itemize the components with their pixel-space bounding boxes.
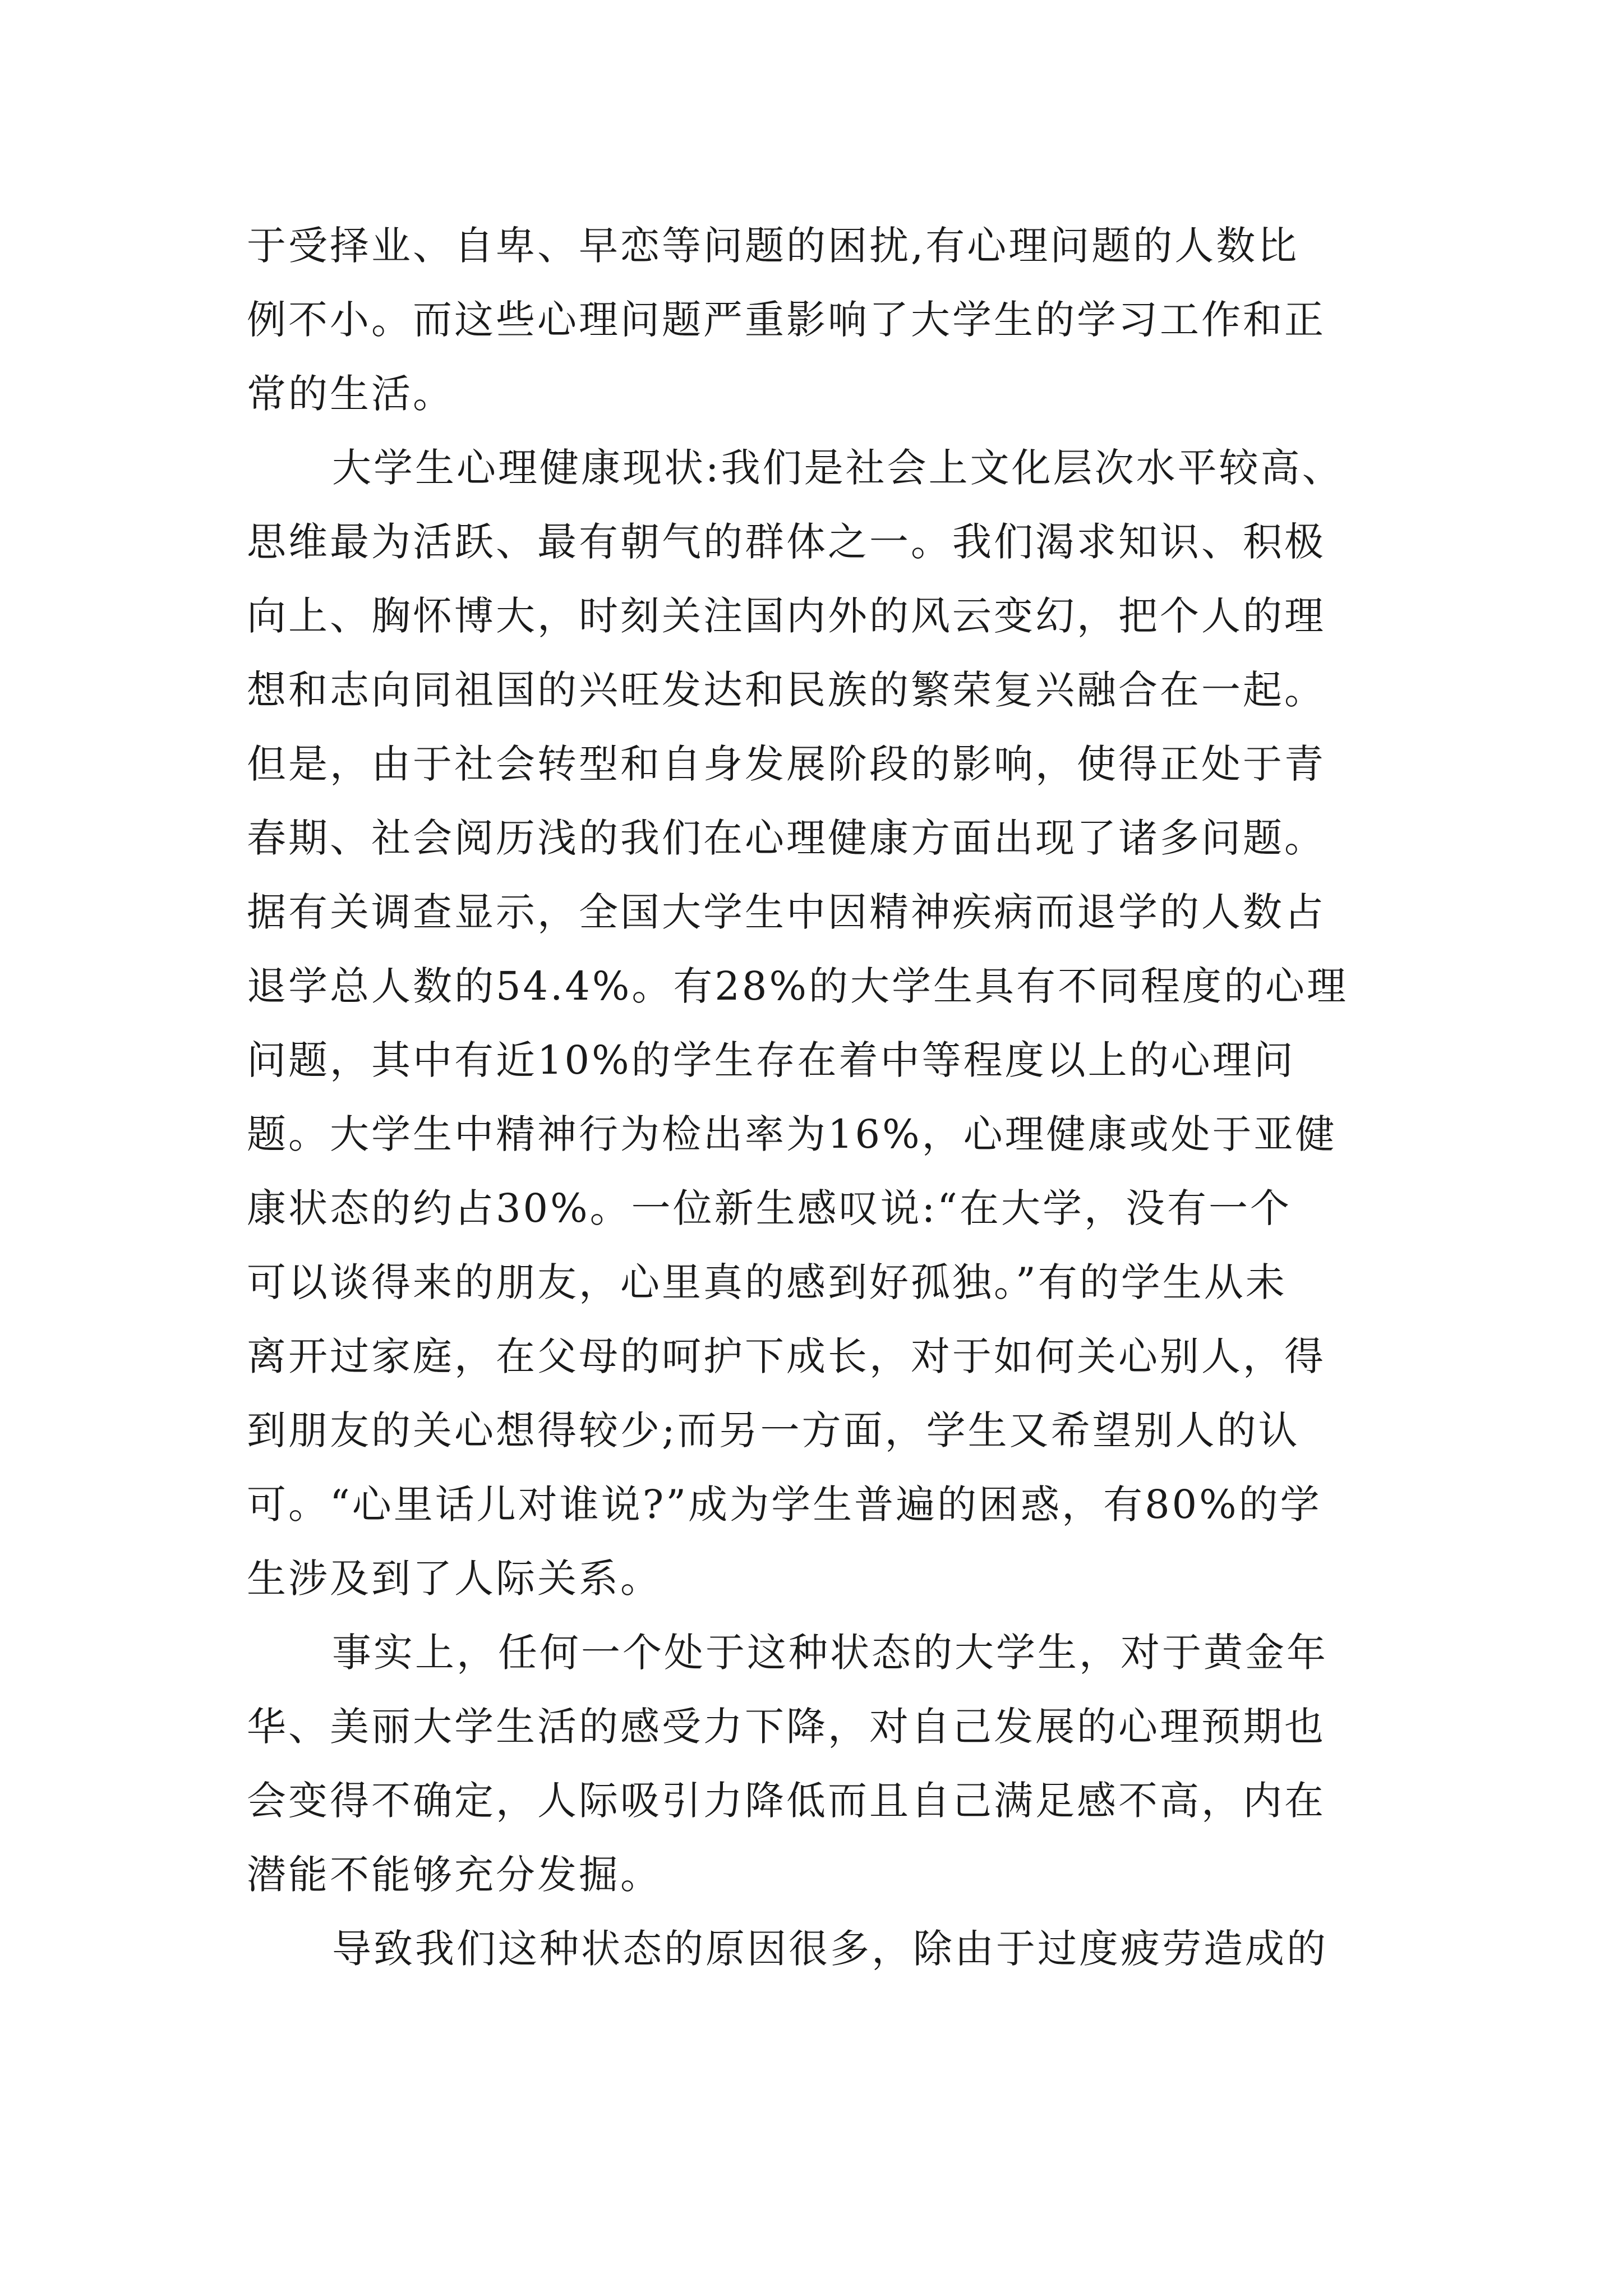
document-body xyxy=(247,209,1391,1986)
text-line: 离开过家庭，在父母的呵护下成长，对于如何关心别人，得 xyxy=(247,1333,1326,1379)
text-line: 康状态的约占30%。一位新生感叹说:“在大学，没有一个 xyxy=(247,1185,1292,1231)
text-line: 潜能不能够充分发掘。 xyxy=(247,1852,662,1898)
paragraph-3 xyxy=(247,1616,1391,1912)
paragraph-4 xyxy=(247,1912,1391,1986)
text-line: 但是，由于社会转型和自身发展阶段的影响，使得正处于青 xyxy=(247,741,1326,787)
text-line: 据有关调查显示，全国大学生中因精神疾病而退学的人数占 xyxy=(247,889,1326,935)
text-line: 事实上，任何一个处于这种状态的大学生，对于黄金年 xyxy=(332,1630,1328,1676)
text-line: 想和志向同祖国的兴旺发达和民族的繁荣复兴融合在一起。 xyxy=(247,667,1326,713)
text-line: 生涉及到了人际关系。 xyxy=(247,1556,662,1602)
text-line: 常的生活。 xyxy=(247,371,454,417)
text-line: 春期、社会阅历浅的我们在心理健康方面出现了诸多问题。 xyxy=(247,815,1326,861)
text-line: 大学生心理健康现状:我们是社会上文化层次水平较高、 xyxy=(332,445,1344,491)
text-line: 题。大学生中精神行为检出率为16%，心理健康或处于亚健 xyxy=(247,1111,1337,1157)
text-line: 可以谈得来的朋友，心里真的感到好孤独。”有的学生从未 xyxy=(247,1259,1287,1305)
paragraph-2 xyxy=(247,431,1391,1616)
text-line: 会变得不确定，人际吸引力降低而且自己满足感不高，内在 xyxy=(247,1778,1326,1824)
text-line: 问题，其中有近10%的学生存在着中等程度以上的心理问 xyxy=(247,1037,1295,1083)
text-line: 例不小。而这些心理问题严重影响了大学生的学习工作和正 xyxy=(247,297,1326,343)
text-line: 可。“心里话儿对谁说?”成为学生普遍的困惑，有80%的学 xyxy=(247,1481,1322,1527)
text-line: 退学总人数的54.4%。有28%的大学生具有不同程度的心理 xyxy=(247,963,1348,1009)
text-line: 导致我们这种状态的原因很多，除由于过度疲劳造成的 xyxy=(332,1926,1328,1972)
text-line: 华、美丽大学生活的感受力下降，对自己发展的心理预期也 xyxy=(247,1704,1326,1750)
paragraph-1 xyxy=(247,209,1391,431)
text-line: 到朋友的关心想得较少;而另一方面，学生又希望别人的认 xyxy=(247,1407,1300,1453)
text-line: 向上、胸怀博大，时刻关注国内外的风云变幻，把个人的理 xyxy=(247,593,1326,639)
text-line: 于受择业、自卑、早恋等问题的困扰,有心理问题的人数比 xyxy=(247,223,1299,269)
text-line: 思维最为活跃、最有朝气的群体之一。我们渴求知识、积极 xyxy=(247,519,1326,565)
